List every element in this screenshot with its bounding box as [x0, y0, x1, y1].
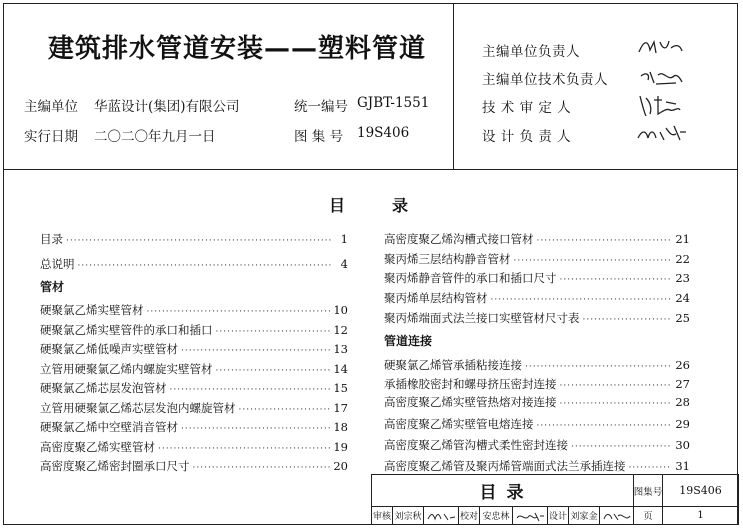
signature-image [636, 36, 684, 58]
toc-entry-title: 聚丙烯三层结构静音管材 [384, 252, 511, 266]
toc-entry-page: 22 [675, 252, 690, 266]
signature-image [602, 510, 632, 522]
toc-entry-title: 硬聚氯乙烯实壁管件的承口和插口 [40, 323, 213, 337]
toc-entry-page: 4 [340, 257, 348, 271]
design-label: 设计 [547, 506, 569, 525]
leader-dots [560, 399, 673, 409]
review-label: 审核 [371, 506, 393, 525]
leader-dots [560, 381, 673, 391]
toc-entry[interactable] [384, 310, 690, 326]
date-value: 二〇二〇年九月一日 [94, 129, 216, 145]
toc-entry[interactable] [384, 416, 690, 432]
toc-entry-title: 硬聚氯乙烯芯层发泡管材 [40, 381, 167, 395]
responsible-role: 主编单位技术负责人 [482, 72, 608, 88]
toc-entry-title: 聚丙烯静音管件的承口和插口尺寸 [384, 271, 557, 285]
header-divider [3, 169, 738, 170]
header-responsible [453, 4, 738, 169]
toc-entry-page: 13 [333, 342, 348, 356]
date-label: 实行日期 [24, 129, 78, 145]
toc-entry-title: 目录 [40, 232, 63, 246]
toc-entry-page: 1 [340, 232, 348, 246]
toc-entry-title: 高密度聚乙烯实壁管热熔对接连接 [384, 395, 557, 409]
toc-entry-page: 27 [675, 377, 690, 391]
toc-entry-page: 30 [675, 438, 690, 452]
toc-entry-page: 20 [333, 459, 348, 473]
design-signature [599, 506, 634, 525]
section-heading-connection: 管道连接 [384, 334, 433, 348]
toc-entry[interactable] [384, 376, 690, 392]
code-label: 统一编号 [294, 99, 348, 115]
toc-entry-page: 14 [333, 362, 348, 376]
toc-entry-page: 18 [333, 420, 348, 434]
responsible-role: 设 计 负 责 人 [482, 129, 572, 145]
leader-dots [216, 327, 331, 337]
review-signature [423, 506, 459, 525]
toc-entry-page: 23 [675, 271, 690, 285]
signature-image [636, 122, 688, 144]
header-left [4, 4, 452, 169]
leader-dots [491, 295, 673, 305]
editor-unit-value: 华蓝设计(集团)有限公司 [94, 99, 240, 115]
toc-entry[interactable] [40, 458, 348, 474]
leader-dots [239, 405, 331, 415]
leader-dots [629, 463, 673, 473]
toc-entry-title: 承插橡胶密封和螺母挤压密封连接 [384, 377, 557, 391]
toc-entry-title: 总说明 [40, 257, 75, 271]
toc-entry-title: 立管用硬聚氯乙烯芯层发泡内螺旋管材 [40, 401, 236, 415]
check-label: 校对 [458, 506, 480, 525]
check-signature [512, 506, 548, 525]
leader-dots [147, 307, 331, 317]
signature-image [426, 510, 456, 522]
toc-entry-title: 高密度聚乙烯沟槽式接口管材 [384, 232, 534, 246]
section-heading-pipes: 管材 [40, 280, 65, 294]
page-label: 页 [633, 506, 663, 525]
title-block-atlas-label: 图集号 [633, 474, 663, 507]
toc-entry[interactable] [40, 400, 348, 416]
toc-entry-title: 硬聚氯乙烯低噪声实壁管材 [40, 342, 178, 356]
toc-entry-page: 28 [675, 395, 690, 409]
toc-entry-title: 聚丙烯单层结构管材 [384, 291, 488, 305]
atlas-label: 图 集 号 [294, 129, 344, 145]
toc-entry-title: 硬聚氯乙烯中空壁消音管材 [40, 420, 178, 434]
leader-dots [193, 463, 331, 473]
toc-entry[interactable] [40, 380, 348, 396]
toc-entry-page: 31 [675, 459, 690, 473]
toc-entry[interactable] [40, 341, 348, 357]
toc-entry[interactable] [384, 251, 690, 267]
toc-entry-title: 硬聚氯乙烯实壁管材 [40, 303, 144, 317]
toc-entry-page: 19 [333, 440, 348, 454]
toc-entry[interactable] [40, 322, 348, 338]
toc-entry-title: 高密度聚乙烯密封圈承口尺寸 [40, 459, 190, 473]
responsible-role: 技 术 审 定 人 [482, 100, 572, 116]
editor-unit-label: 主编单位 [24, 99, 78, 115]
toc-entry[interactable] [40, 419, 348, 435]
toc-entry-page: 15 [333, 381, 348, 395]
atlas-value: 19S406 [357, 125, 410, 141]
title-block-name: 目 录 [371, 474, 634, 507]
toc-entry-page: 17 [333, 401, 348, 415]
leader-dots [78, 261, 332, 271]
toc-heading-right: 录 [392, 196, 409, 215]
title-block-atlas-no: 19S406 [662, 474, 739, 507]
toc-heading-left: 目 [329, 196, 346, 215]
code-value: GJBT-1551 [357, 95, 430, 111]
toc-entry-title: 立管用硬聚氯乙烯内螺旋实壁管材 [40, 362, 213, 376]
toc-entry[interactable] [384, 357, 690, 373]
toc-entry-title: 高密度聚乙烯管沟槽式柔性密封连接 [384, 438, 568, 452]
toc-entry-title: 高密度聚乙烯管及聚丙烯管端面式法兰承插连接 [384, 459, 626, 473]
leader-dots [583, 315, 673, 325]
document-title: 建筑排水管道安装——塑料管道 [48, 34, 427, 64]
signature-image [636, 92, 684, 118]
leader-dots [181, 346, 330, 356]
leader-dots [216, 366, 331, 376]
toc-entry[interactable] [40, 302, 348, 318]
check-name: 安忠林 [479, 506, 513, 525]
toc-entry[interactable] [40, 439, 348, 455]
leader-dots [537, 421, 673, 431]
responsible-role: 主编单位负责人 [482, 44, 580, 60]
signature-image [636, 66, 684, 88]
leader-dots [158, 444, 330, 454]
toc-entry[interactable] [384, 394, 690, 410]
toc-entry-page: 12 [333, 323, 348, 337]
toc-entry-page: 10 [333, 303, 348, 317]
leader-dots [181, 424, 330, 434]
toc-entry[interactable] [384, 290, 690, 306]
leader-dots [571, 442, 672, 452]
toc-entry-page: 21 [675, 232, 690, 246]
toc-entry-title: 高密度聚乙烯实壁管材 [40, 440, 155, 454]
toc-entry[interactable] [384, 231, 690, 247]
toc-entry-title: 聚丙烯端面式法兰接口实壁管材尺寸表 [384, 311, 580, 325]
leader-dots [170, 385, 331, 395]
toc-entry[interactable] [40, 361, 348, 377]
design-name: 刘家金 [568, 506, 600, 525]
leader-dots [537, 236, 673, 246]
leader-dots [525, 362, 672, 372]
page-number: 1 [662, 506, 739, 525]
toc-entry[interactable] [40, 256, 348, 272]
leader-dots [560, 275, 673, 285]
toc-entry[interactable] [384, 437, 690, 453]
review-name: 刘宗秋 [392, 506, 424, 525]
toc-entry-page: 24 [675, 291, 690, 305]
leader-dots [514, 256, 673, 266]
toc-entry[interactable] [40, 231, 348, 247]
toc-entry-page: 26 [675, 358, 690, 372]
signature-image [515, 510, 545, 522]
toc-entry-page: 25 [675, 311, 690, 325]
title-block [371, 474, 738, 525]
toc-entry-page: 29 [675, 417, 690, 431]
toc-entry[interactable] [384, 458, 690, 474]
toc-entry-title: 高密度聚乙烯实壁管电熔连接 [384, 417, 534, 431]
toc-entry-title: 硬聚氯乙烯管承插粘接连接 [384, 358, 522, 372]
toc-entry[interactable] [384, 270, 690, 286]
leader-dots [66, 236, 331, 246]
